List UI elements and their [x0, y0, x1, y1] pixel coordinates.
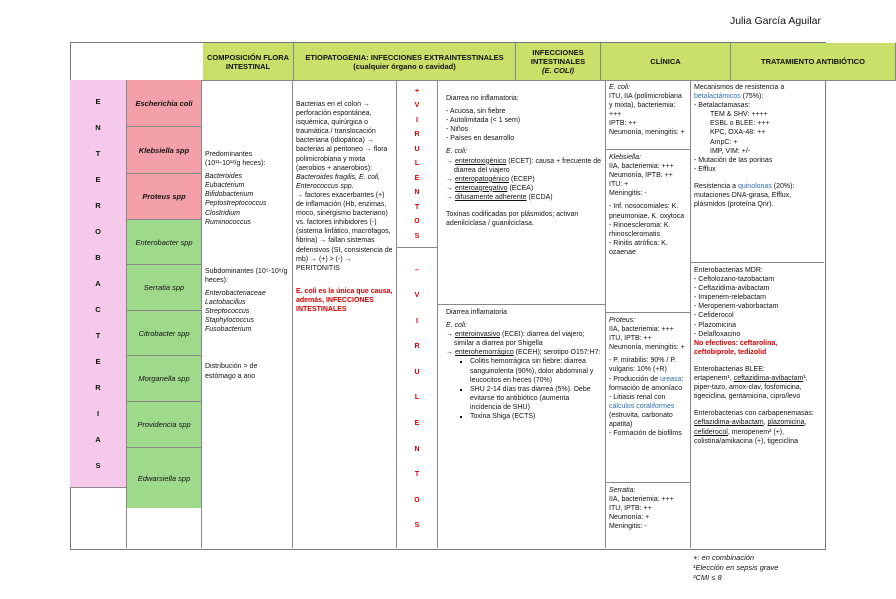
betalactamasa-item-3: AmpC: +: [710, 138, 738, 146]
mdr-item-1: - Ceftazidima-avibactam: [694, 285, 770, 293]
virulentos-letter: L: [414, 394, 420, 402]
clinica-proteus-line-1: ITU, IPTB: ++: [609, 335, 652, 343]
virulentos-letter: T: [414, 203, 420, 211]
entero-letter: E: [95, 175, 101, 184]
entero-letter: I: [96, 409, 100, 418]
carb-rest: , meropenem² (+), colistina/amikacina (+), tigeciclina: [694, 428, 799, 445]
virulentos-letter: N: [414, 445, 420, 453]
virulentos-letter: E: [414, 420, 420, 428]
bacteria-cell: Edwarsiella spp: [127, 448, 201, 508]
footnote-line-1: ¹Elección en sepsis grave: [693, 562, 779, 572]
clinica-proteus-line-0: IIA, bacteriemia: +++: [609, 326, 674, 334]
header-infecciones-sub: (E. COLI): [541, 66, 575, 75]
header-etiopatogenia: [294, 43, 516, 81]
betalact-word: betalactámicos: [694, 93, 741, 101]
blee-text1: ertapenem¹,: [694, 375, 734, 383]
entero-letter: E: [95, 97, 101, 106]
bacteria-list: [127, 80, 202, 548]
clinica-ecoli-title: E. coli:: [609, 84, 631, 91]
entero-letter: T: [95, 331, 101, 340]
clinica-serratia-line-0: IIA, bacteriemia: +++: [609, 496, 674, 504]
clinica-column: [606, 80, 691, 548]
etiopatogenia-column: [293, 80, 397, 548]
footnotes: [693, 553, 778, 582]
bacteria-cell: Proteus spp: [127, 174, 201, 220]
clinica-ecoli: [606, 80, 690, 150]
clinica-proteus-lines: [609, 325, 687, 352]
clinica-ecoli-line-1: IPTB: ++: [609, 120, 637, 128]
entero-letter: C: [95, 305, 101, 314]
header-etiopatogenia-text: ETIOPATOGENIA: INFECCIONES EXTRAINTESTINALES: [305, 52, 504, 62]
clinica-kleb-line-0: IIA, bacteriemia: +++: [609, 163, 674, 171]
clinica-proteus-line-2: Neumonía, meningitis: +: [609, 344, 685, 352]
proteus-mirab: - P. mirabilis: 90% / P. vulgaris: 10% (+R): [609, 357, 677, 374]
blee-text2: ¹, piper-tazo, amox-clav, fosfomicina, tigeciclina, gentamicina, cipro/levo: [694, 375, 808, 401]
ureasa-word: ureasa: [659, 375, 682, 383]
virulentos-letter: R: [414, 343, 420, 351]
clinica-ecoli-line-2: Neumonía, meningitis: +: [609, 129, 685, 137]
etec-item: → enterotoxigénico (ECET): causa + frecuente de diarrea del viajero: [446, 157, 602, 174]
bacteria-cell: Klebsiella spp: [127, 127, 201, 174]
flora-sub-item-1: Lactobacillus: [205, 299, 246, 307]
proteus-biofilm: - Formación de biofilms: [609, 430, 682, 438]
etio-text1: Bacterias en el colon → perforación espontánea, isquémica, quirúrgica o traumática / translocación bacteriana (idiopática) → bacterias al peritoneo → flora polimicrobiana y mixta (aerobios + anaerobios):: [296, 101, 388, 172]
proteus-litiasis: [609, 393, 687, 429]
footnote-line-2: ²CMI ≤ 8: [693, 572, 722, 582]
quin-line: [694, 182, 821, 209]
virulentos-letter: N: [414, 189, 420, 196]
eaec-item: → enteroagregativo (ECEA): [446, 184, 534, 192]
clinica-kleb-title: Klebsiella:: [609, 154, 641, 161]
diarrea-no-inflamatoria: [438, 80, 605, 305]
resistencia-block: [691, 80, 824, 263]
virulentos-column: [397, 80, 438, 548]
eaec-rest: (ECEA): [507, 184, 534, 192]
mdr-title: Enterobacterias MDR:: [694, 267, 763, 274]
virulentos-letter: T: [414, 471, 420, 479]
bacteria-cell: Providencia spp: [127, 402, 201, 448]
virulentos-letter: I: [416, 317, 418, 325]
clinica-serratia: [606, 483, 690, 548]
blee-text: [694, 374, 821, 401]
flora-pred-item-1: Eubacterium: [205, 182, 245, 190]
entero-letter: R: [95, 383, 101, 392]
clinica-serratia-line-3: Meningitis: -: [609, 523, 647, 531]
ehec-list-item: ▪ Toxina Shiga (ECTS): [470, 412, 602, 421]
daec-rest: (ECDA): [526, 193, 553, 201]
header-clinica: [601, 43, 731, 81]
header-composicion: [203, 43, 294, 81]
daec-name: difusamente adherente: [454, 193, 527, 201]
clinica-kleb-lines: [609, 162, 687, 198]
betalactamasa-item-0: TEM & SHV: ++++: [710, 111, 768, 119]
mec-line: [694, 83, 821, 101]
ehec-list-item: ▪ SHU 2-14 días tras diarrea (5%). Debe evitarse tto antibiótico (aumenta incidencia de SHU): [470, 385, 602, 412]
proteus-ureasa: [609, 375, 687, 393]
quin-post: (20%): mutaciones DNA-girasa, Efflux, plásmidos (proteína Qnr).: [694, 182, 795, 209]
carb-title: Enterobacterias con carbapenemasas:: [694, 410, 814, 418]
mec-pre: Mecanismos de resistencia a: [694, 84, 785, 91]
no-inflam-item-0: - Acuosa, sin fiebre: [446, 108, 506, 116]
entero-letter: T: [95, 149, 101, 158]
author-name: Julia García Aguilar: [729, 15, 821, 27]
flora-sub-item-2: Streptococcus: [205, 308, 250, 316]
header-clinica-text: CLÍNICA: [650, 57, 681, 66]
entero-letter: E: [95, 357, 101, 366]
ehec-name: enterohemorrágico: [454, 349, 514, 357]
flora-pred-item-5: Ruminococcus: [205, 218, 251, 226]
virulentos-minus-sign: –: [415, 266, 419, 274]
header-etiopatogenia-sub: (cualquier órgano o cavidad): [353, 61, 456, 71]
clinica-kleb-extra-line-1: - Rinoescleroma: K. rhinoscleromatis: [609, 221, 671, 238]
no-inflam-title: Diarrea no inflamatoria:: [446, 95, 519, 102]
etio-note: E. coli es la única que causa, además, INFECCIONES INTESTINALES: [296, 287, 393, 313]
toxinas-text: Toxinas codificadas por plásmidos; activan adenilciclasa / guanilciclasa.: [446, 211, 579, 228]
flora-column: [202, 80, 293, 548]
quinolonas-word: quinolonas: [737, 182, 772, 190]
virulentos-letter: S: [414, 522, 420, 530]
entero-letter: N: [95, 123, 101, 132]
flora-pred-item-3: Peptostreptococcus: [205, 200, 267, 208]
clinica-serratia-title: Serratia:: [609, 487, 636, 494]
ehec-list: [446, 357, 602, 421]
ecoli-label-2: E. coli:: [446, 322, 468, 330]
mec-post: (75%):: [740, 93, 764, 101]
clinica-ecoli-lines: [609, 92, 687, 137]
flora-pred-item-4: Clostridium: [205, 209, 241, 217]
virulentos-letter: L: [414, 160, 420, 167]
flora-predominantes: Predominantes (10¹¹-10¹²/g heces):: [205, 151, 266, 168]
efflux: - Efflux: [694, 165, 716, 173]
virulentos-letter: O: [414, 218, 420, 225]
virulentos-letter: E: [414, 174, 420, 182]
clinica-serratia-line-1: ITU, IPTB: ++: [609, 505, 652, 513]
ehec-rest: (ECEH); serotipo O157:H7:: [513, 349, 601, 357]
entero-letter: O: [95, 227, 101, 236]
ehec-item: → enterohemorrágico (ECEH); serotipo O157:H7:: [446, 349, 601, 357]
clinica-kleb-line-1: Neumonía, IPTB: ++: [609, 172, 673, 180]
flora-pred-item-2: Bifidobacterium: [205, 191, 254, 199]
eiec-name: enteroinvasivo: [454, 331, 501, 339]
ehec-list-item: ▪ Colitis hemorrágica sin fiebre: diarrea sanguinolenta (90%), dolor abdominal y leucocitos en heces (70%): [470, 357, 602, 384]
betalactamasa-item-2: KPC, OXA-48: ++: [710, 129, 766, 137]
blee-title: Enterobacterias BLEE:: [694, 365, 765, 373]
flora-subdominantes-list: [205, 289, 289, 334]
clinica-kleb-line-3: Meningitis: -: [609, 190, 647, 198]
mdr-list: [694, 275, 821, 339]
entero-letter: A: [95, 279, 101, 288]
mdr-item-0: - Ceftolozano-tazobactam: [694, 276, 775, 284]
ecoli-label-1: E. coli:: [446, 148, 468, 156]
clinica-serratia-lines: [609, 495, 687, 531]
etec-rest: (ECET): causa + frecuente de diarrea del viajero: [454, 157, 602, 174]
header-blank: [71, 43, 203, 81]
epec-rest: (ECEP): [509, 175, 535, 183]
virulentos-letter: V: [414, 292, 420, 300]
inflam-title: Diarrea inflamatoria: [446, 309, 508, 316]
litiasis-pre: - Litiasis renal con: [609, 393, 666, 401]
mdr-block: [691, 263, 824, 548]
quin-pre: Resistencia a: [694, 182, 738, 190]
flora-sub-item-4: Fusobacterium: [205, 326, 252, 334]
virulentos-letter: I: [416, 116, 418, 124]
eiec-rest: (ECEI): diarrea del viajero; similar a diarrea por Shigella: [454, 331, 585, 348]
virulentos-plus-sign: +: [414, 87, 420, 95]
mdr-item-5: - Plazomicina: [694, 321, 737, 329]
clinica-serratia-line-2: Neumonía: +: [609, 514, 650, 522]
header-infecciones-text: INFECCIONES INTESTINALES: [530, 48, 586, 66]
mdr-item-6: - Delafloxacino: [694, 330, 741, 338]
virulentos-minus: [397, 248, 437, 548]
betalactamasas-list: [694, 110, 821, 155]
etio-text2: Bacteroides fragilis, E. coli, Enterococcus spp.: [296, 173, 381, 190]
bacteria-cell: Citrobacter spp: [127, 311, 201, 356]
clinica-kleb-line-2: ITU: +: [609, 181, 629, 189]
eaec-name: enteroagregativo: [454, 184, 508, 192]
virulentos-letter: O: [414, 496, 420, 504]
carb-u3: cefiderocol: [694, 428, 728, 436]
clinica-kleb-extra-line-0: - Inf. nosocomiales: K. pneumoniae, K. oxytoca: [609, 203, 685, 220]
virulentos-letter: S: [414, 232, 420, 240]
flora-sub-item-0: Enterobacteriaceae: [205, 289, 266, 297]
blee-underlined: ceftazidima-avibactam: [733, 375, 804, 383]
header-tratamiento: [731, 43, 896, 81]
virulentos-letter: U: [414, 368, 420, 376]
ureasa-post: : formación de amoníaco: [609, 375, 684, 392]
virulentos-plus: [397, 80, 437, 248]
flora-predominantes-list: [205, 172, 289, 227]
enterobacterias-label: [70, 80, 127, 488]
bacteria-cell: Morganella spp: [127, 356, 201, 402]
entero-letter: R: [95, 201, 101, 210]
table-body: [70, 80, 824, 548]
header-composicion-text: COMPOSICIÓN FLORA INTESTINAL: [206, 52, 290, 71]
mdr-item-2: - Imipenem-relebactam: [694, 294, 766, 302]
footnote-line-0: +: en combinación: [693, 553, 755, 562]
ureasa-pre: - Producción de: [609, 375, 660, 383]
carb-text: Enterobacterias con carbapenemasas: ceftazidima-avibactam, plazomicina, cefiderocol, meropenem² (+), colistina/amikacina (+), tigeciclina: [694, 410, 814, 445]
no-inflam-item-1: - Autolimitada (< 1 sem): [446, 117, 521, 125]
epec-name: enteropatogénico: [454, 175, 510, 183]
diarrea-inflamatoria: [438, 305, 605, 548]
bacteria-cell: Escherichia coli: [127, 80, 201, 127]
litiasis-post: (estruvita, carbonato apatita): [609, 411, 673, 429]
clinica-ecoli-line-0: ITU, IIA (polimicrobiana y mixta), bacteriemia: +++: [609, 93, 682, 119]
virulentos-letter: R: [414, 131, 420, 138]
clinica-proteus-title: Proteus:: [609, 317, 636, 324]
header-tratamiento-text: TRATAMIENTO ANTIBIÓTICO: [761, 57, 865, 66]
clinica-klebsiella: [606, 150, 690, 313]
etio-text3: → factores exacerbantes (+) de inflamación (Hb, enzimas, moco, sinergismo bacteriano) vs. factores inhibidores (-) (sistema linfático, macrófagos, fibrina) → fallan sistemas defensivos (SI, consistencia de mb) → (+) > (-) → PERITONITIS: [296, 191, 393, 272]
daec-item: → difusamente adherente (ECDA): [446, 193, 553, 201]
no-inflam-item-2: - Niños: [446, 126, 469, 134]
calculos-word: cálculos coraliformes: [609, 402, 675, 410]
virulentos-letter: V: [414, 102, 420, 109]
eiec-item: → enteroinvasivo (ECEI): diarrea del viajero; similar a diarrea por Shigella: [446, 331, 585, 348]
no-efectivos: No efectivos: ceftarolina, ceftobiprole, tedizolid: [694, 339, 778, 356]
entero-blank: [70, 488, 127, 548]
flora-pred-item-0: Bacteroides: [205, 173, 242, 181]
epec-item: → enteropatogénico (ECEP): [446, 175, 535, 183]
entero-letter: B: [95, 253, 101, 262]
clinica-kleb-extra-line-2: - Rinitis atrófica: K. ozaenae: [609, 239, 668, 256]
header-infecciones: [516, 43, 601, 81]
betalactamasas: - Betalactamasas:: [694, 102, 751, 110]
bacteria-cell: Enterobacter spp: [127, 220, 201, 265]
betalactamasa-item-1: ESBL o BLEE: +++: [710, 120, 770, 128]
flora-subdominantes: Subdominantes (10⁵-10⁸/g heces):: [205, 267, 288, 284]
virulentos-letter: U: [414, 145, 420, 153]
tratamiento-column: [691, 80, 824, 548]
carb-u1: ceftazidima-avibactam: [694, 419, 764, 427]
no-inflam-item-3: - Países en desarrollo: [446, 135, 515, 143]
entero-letter: S: [95, 461, 101, 470]
flora-sub-item-3: Staphylococcus: [205, 317, 255, 325]
bacteria-cell: Serratia spp: [127, 265, 201, 311]
no-inflam-list: [446, 107, 602, 143]
porinas: - Mutación de las porinas: [694, 156, 773, 164]
infecciones-column: [438, 80, 606, 548]
carb-u2: plazomicina: [767, 419, 805, 427]
mdr-item-3: - Meropenem-vaborbactam: [694, 303, 779, 311]
clinica-kleb-extra: [609, 202, 687, 257]
clinica-proteus: [606, 313, 690, 483]
mdr-item-4: - Cefiderocol: [694, 312, 734, 320]
betalactamasa-item-4: IMP, VIM: +/-: [710, 147, 751, 155]
etec-name: enterotoxigénico: [454, 157, 507, 165]
entero-letter: A: [95, 435, 101, 444]
flora-distribucion: Distribución > de estómago a ano: [205, 363, 258, 380]
